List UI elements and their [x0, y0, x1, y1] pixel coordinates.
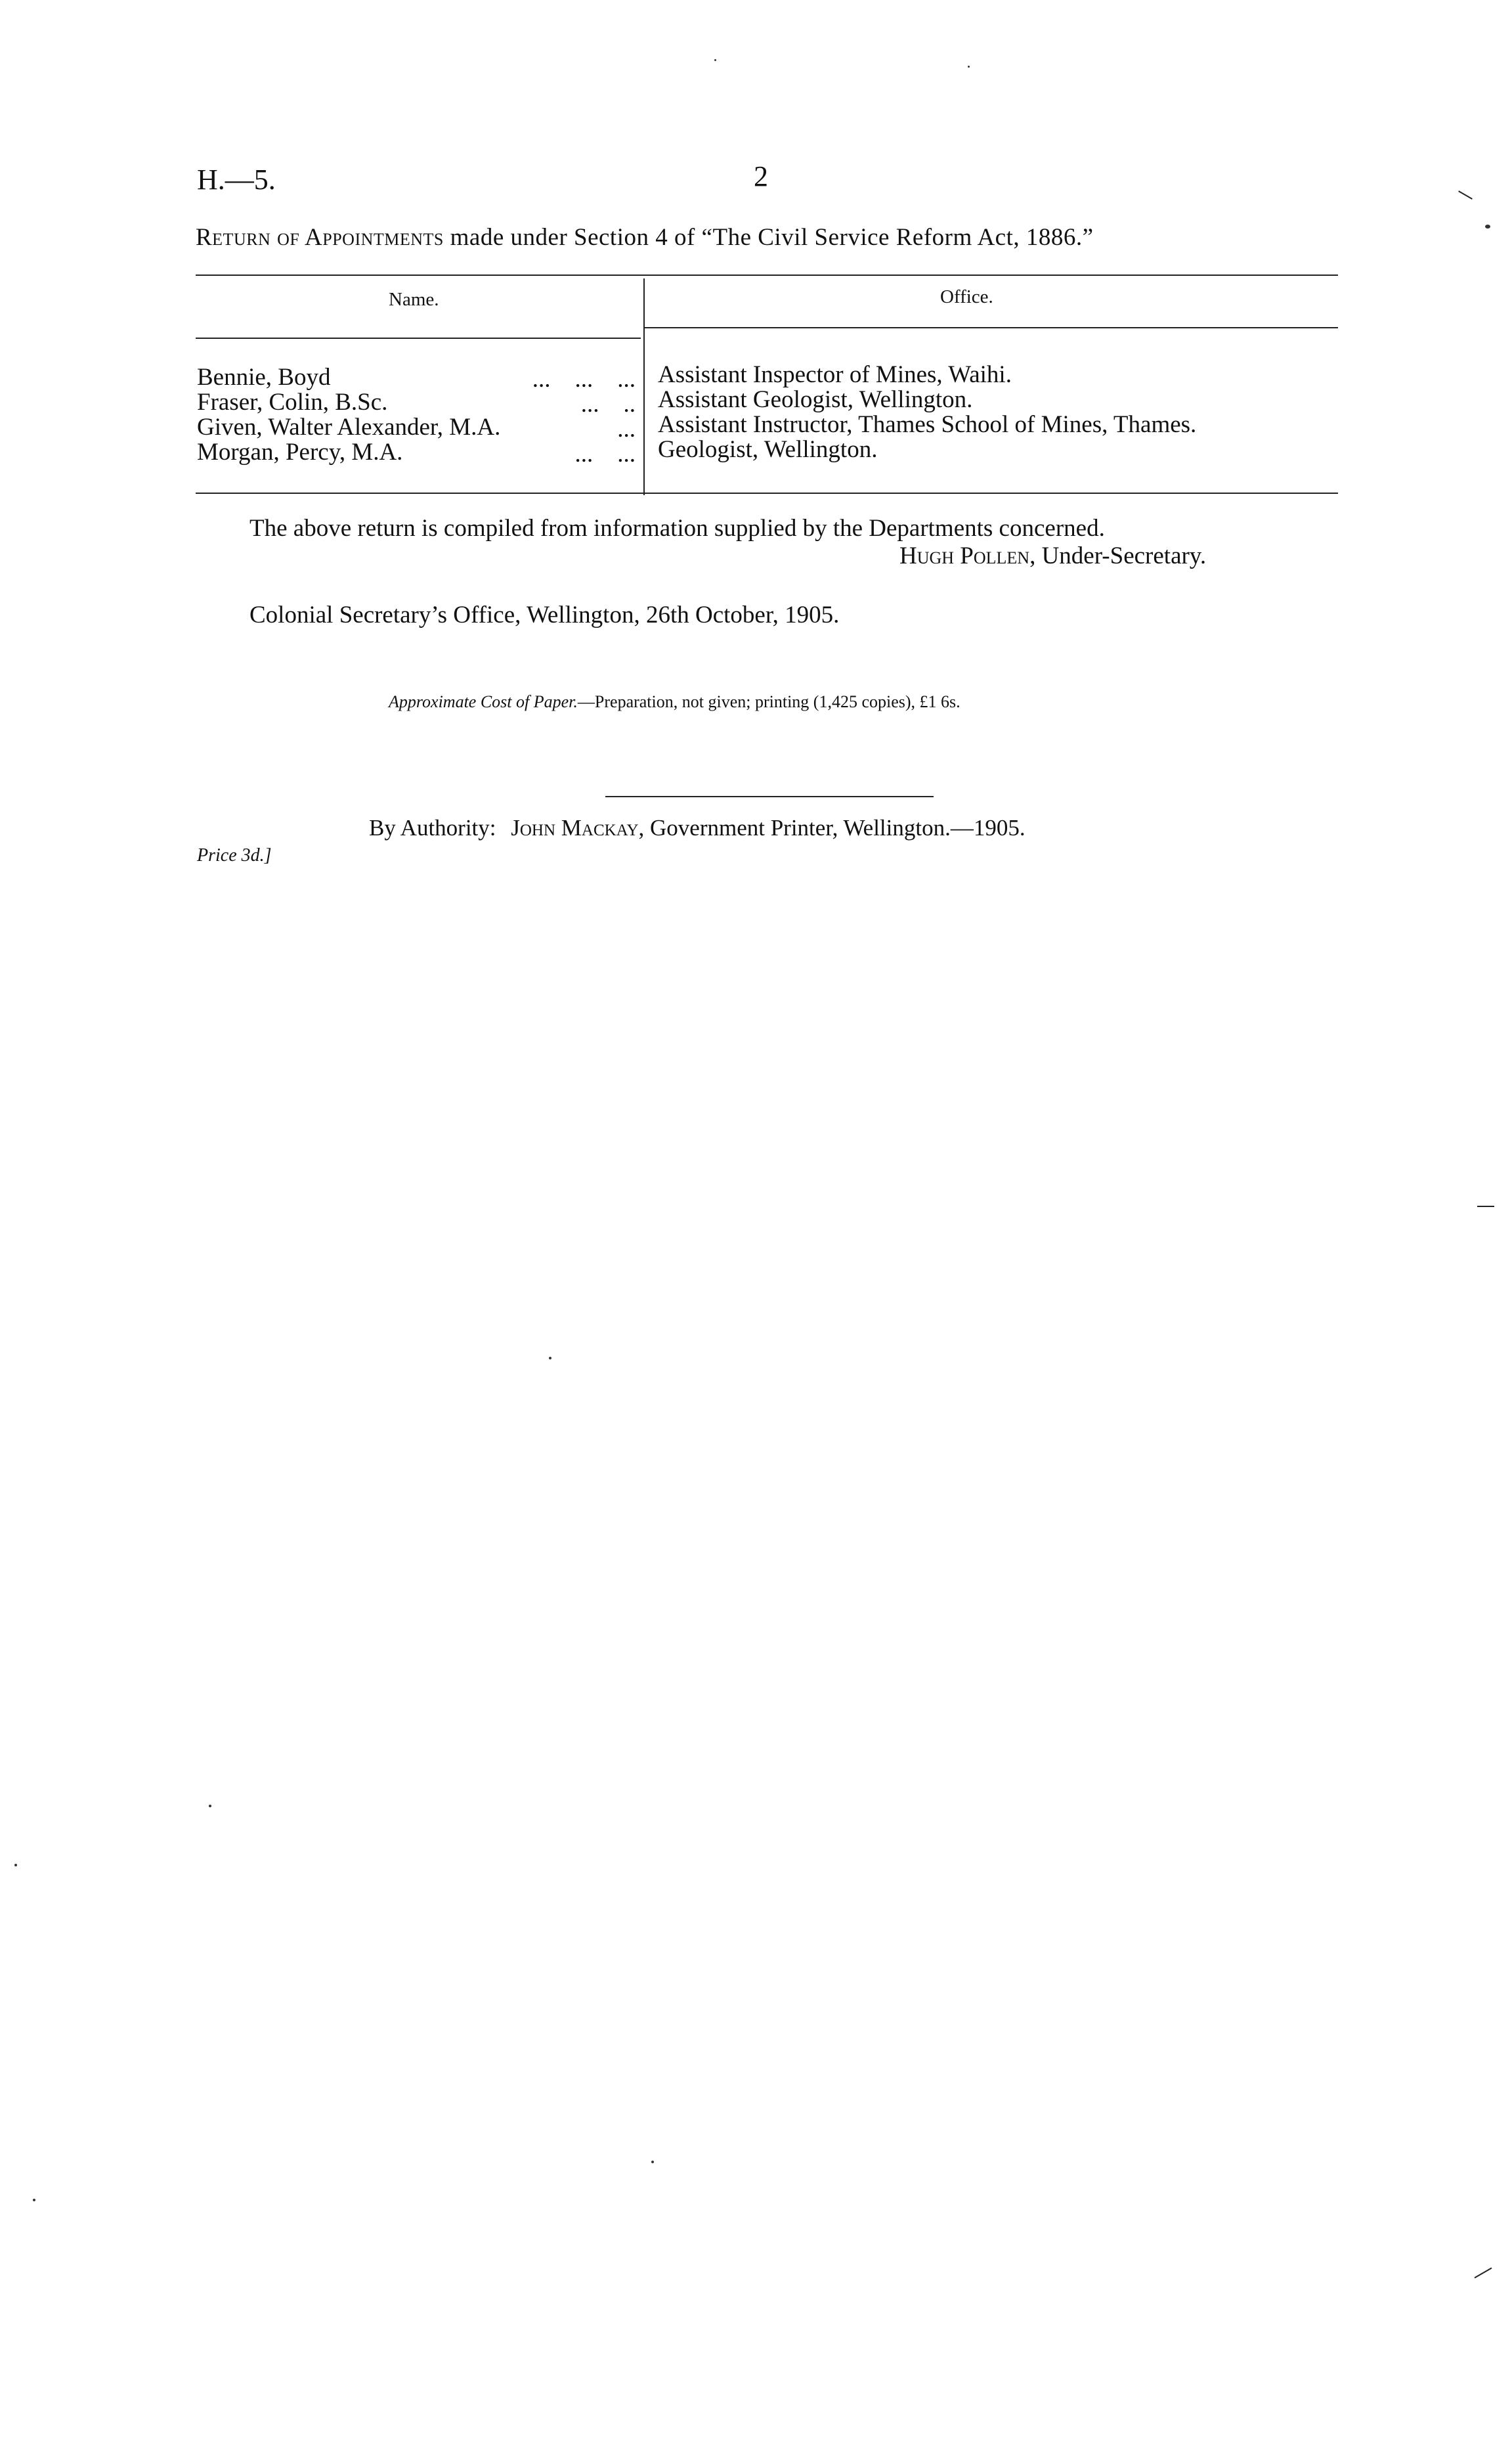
- row-name: Morgan, Percy, M.A.: [197, 439, 403, 466]
- cost-text: —Preparation, not given; printing (1,425 copies), £1 6s.: [577, 692, 961, 711]
- signatory-title: , Under-Secretary.: [1029, 542, 1207, 569]
- row-leaders: ... ... ...: [532, 366, 636, 393]
- scan-speck: [14, 1864, 17, 1866]
- scan-speck: [209, 1805, 211, 1807]
- header-bottom-rule-left: [196, 338, 641, 339]
- cost-label: Approximate Cost of Paper.: [389, 692, 578, 711]
- column-header-name: Name.: [389, 289, 439, 310]
- row-name: Given, Walter Alexander, M.A.: [197, 414, 501, 441]
- row-office: Geologist, Wellington.: [658, 436, 878, 463]
- row-leaders: ... ..: [580, 391, 636, 418]
- document-reference: H.—5.: [197, 164, 276, 196]
- header-bottom-rule-right: [645, 327, 1338, 328]
- row-name: Fraser, Colin, B.Sc.: [197, 389, 388, 416]
- scan-mark: [1458, 190, 1473, 200]
- scan-speck: [1485, 225, 1490, 229]
- price-label: Price 3d.]: [197, 845, 272, 866]
- compilation-note: The above return is compiled from information supplied by the Departments concerned.: [249, 515, 1105, 542]
- scan-speck: [651, 2161, 654, 2163]
- signature-line: [899, 542, 1206, 570]
- office-and-date: Colonial Secretary’s Office, Wellington, 26th October, 1905.: [249, 602, 840, 628]
- signatory-name: Hugh Pollen: [899, 542, 1030, 569]
- return-title-rest: made under Section 4 of “The Civil Service Reform Act, 1886.”: [450, 224, 1094, 251]
- printer-imprint: [369, 815, 1026, 841]
- row-office: Assistant Instructor, Thames School of Mines, Thames.: [658, 411, 1197, 438]
- scan-speck: [714, 59, 716, 61]
- scan-speck: [549, 1357, 551, 1359]
- row-name: Bennie, Boyd: [197, 364, 331, 391]
- row-leaders: ...: [617, 416, 636, 443]
- column-divider: [643, 278, 645, 495]
- imprint-suffix: , Government Printer, Wellington.—1905.: [638, 815, 1026, 841]
- cost-of-paper: [389, 692, 961, 712]
- row-office: Assistant Geologist, Wellington.: [658, 386, 973, 413]
- scan-speck: [968, 66, 970, 68]
- table-bottom-rule: [196, 493, 1338, 494]
- page-number: 2: [754, 160, 768, 192]
- table-top-rule: [196, 275, 1338, 276]
- scan-mark: [1475, 2268, 1492, 2279]
- imprint-prefix: By Authority:: [369, 815, 496, 841]
- column-header-office: Office.: [940, 286, 993, 307]
- scan-speck: [33, 2199, 35, 2201]
- row-leaders: ... ...: [574, 441, 636, 468]
- row-office: Assistant Inspector of Mines, Waihi.: [658, 361, 1012, 388]
- return-title: [196, 223, 1094, 252]
- imprint-rule: [605, 796, 934, 797]
- scan-mark: [1477, 1206, 1494, 1207]
- printer-name: John Mackay: [511, 815, 639, 841]
- return-title-small-caps: Return of Appointments: [196, 224, 444, 251]
